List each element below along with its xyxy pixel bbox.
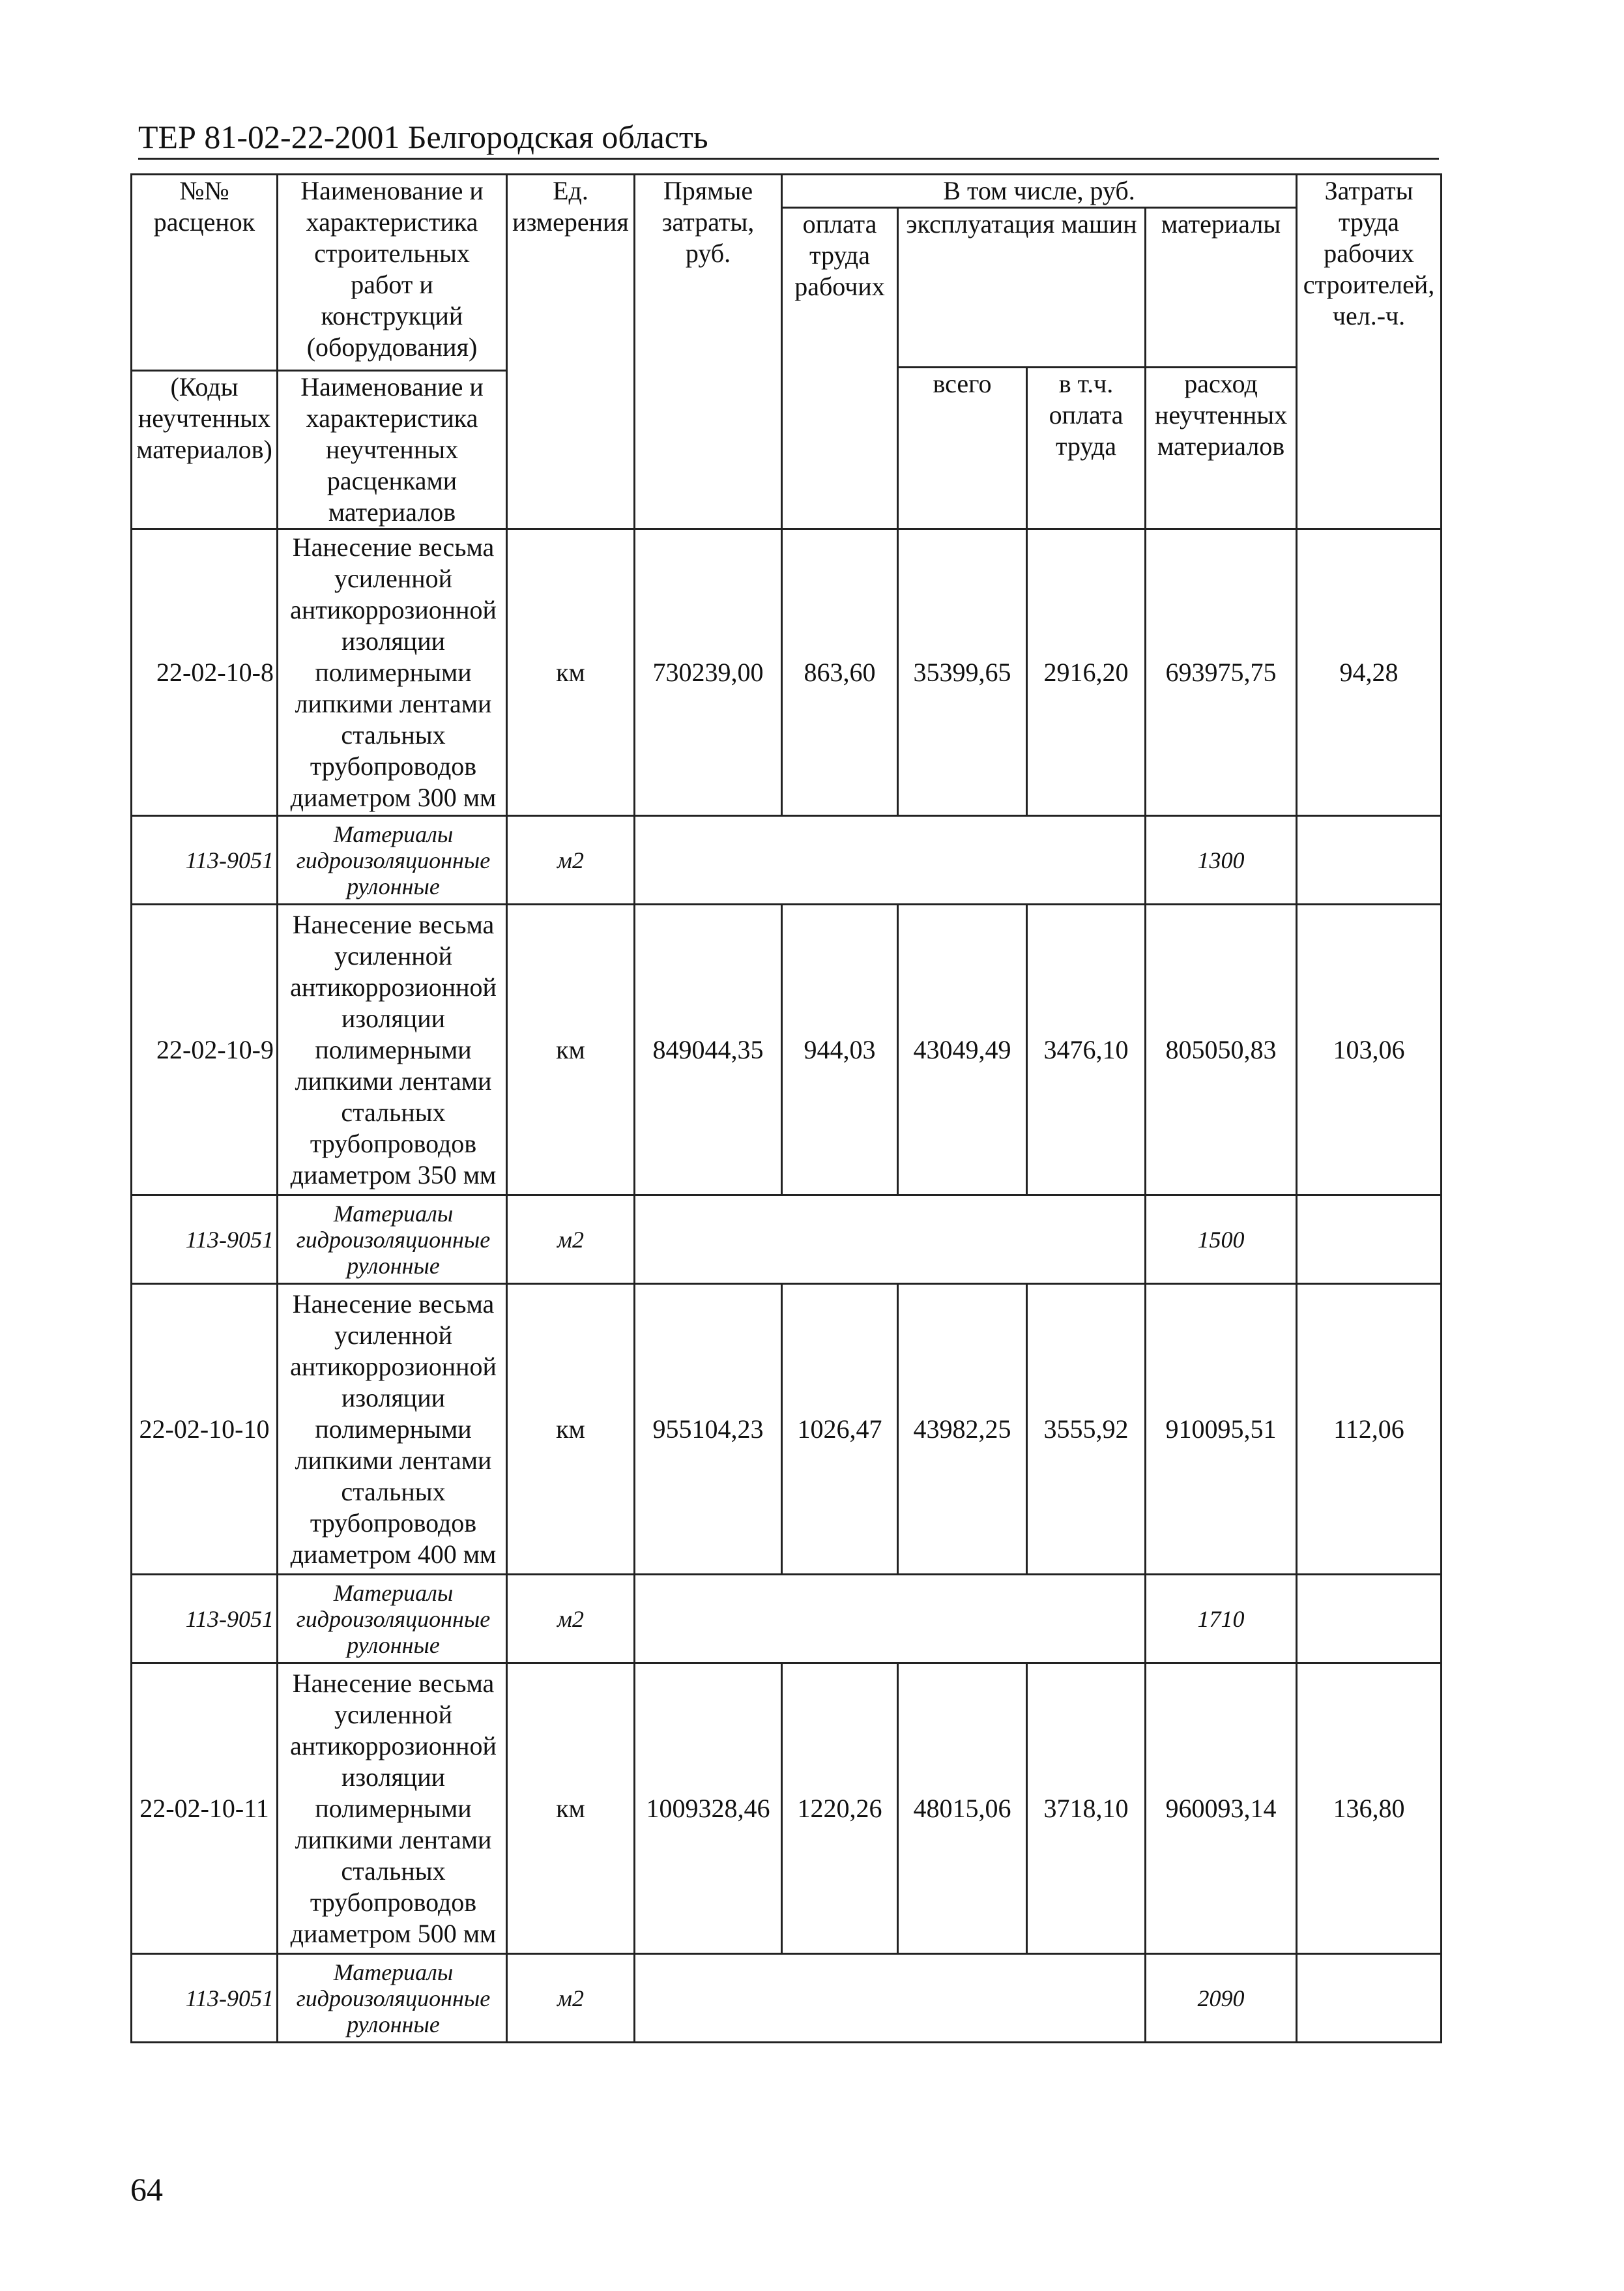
page-header: ТЕР 81-02-22-2001 Белгородская область — [138, 117, 1439, 160]
rate-code: 22-02-10-10 — [132, 1284, 278, 1575]
col-header-rate-no: №№ расценок — [132, 175, 278, 371]
rate-unit: км — [507, 529, 635, 816]
col-header-mat-use: расход неучтенных материалов — [1146, 368, 1297, 529]
rate-name: Нанесение весьма усиленной антикоррозионной изоляции полимерными липкими лентами стальных трубопроводов диаметром 400 мм — [278, 1284, 507, 1575]
material-unit: м2 — [507, 1195, 635, 1284]
labor-cost: 136,80 — [1297, 1663, 1442, 1954]
material-code: 113-9051 — [132, 1954, 278, 2043]
material-name: Материалы гидроизоляционные рулонные — [278, 1195, 507, 1284]
col-header-incl: В том числе, руб. — [782, 175, 1297, 208]
machine-wage-cost: 2916,20 — [1027, 529, 1146, 816]
material-row — [132, 816, 1442, 905]
material-qty: 1500 — [1146, 1195, 1297, 1284]
col-header-name: Наименование и характеристика строительных работ и конструкций (оборудования) — [278, 175, 507, 371]
material-name: Материалы гидроизоляционные рулонные — [278, 1954, 507, 2043]
material-qty: 1300 — [1146, 816, 1297, 905]
labor-cost: 103,06 — [1297, 905, 1442, 1195]
table-row — [132, 1284, 1442, 1575]
direct-cost: 730239,00 — [635, 529, 782, 816]
rate-name: Нанесение весьма усиленной антикоррозионной изоляции полимерными липкими лентами стальных трубопроводов диаметром 500 мм — [278, 1663, 507, 1954]
col-header-mat-name: Наименование и характеристика неучтенных расценками материалов — [278, 371, 507, 529]
materials-cost: 910095,51 — [1146, 1284, 1297, 1575]
materials-cost: 960093,14 — [1146, 1663, 1297, 1954]
rate-name: Нанесение весьма усиленной антикоррозионной изоляции полимерными липкими лентами стальных трубопроводов диаметром 350 мм — [278, 905, 507, 1195]
col-header-materials: материалы — [1146, 208, 1297, 368]
wage-cost: 1220,26 — [782, 1663, 898, 1954]
wage-cost: 863,60 — [782, 529, 898, 816]
rate-code: 22-02-10-9 — [132, 905, 278, 1195]
rate-unit: км — [507, 905, 635, 1195]
rate-code: 22-02-10-11 — [132, 1663, 278, 1954]
material-code: 113-9051 — [132, 1195, 278, 1284]
material-unit: м2 — [507, 1575, 635, 1663]
materials-cost: 693975,75 — [1146, 529, 1297, 816]
material-row — [132, 1195, 1442, 1284]
material-unit: м2 — [507, 1954, 635, 2043]
machines-cost: 43049,49 — [898, 905, 1027, 1195]
wage-cost: 944,03 — [782, 905, 898, 1195]
col-header-direct: Прямые затраты, руб. — [635, 175, 782, 371]
wage-cost: 1026,47 — [782, 1284, 898, 1575]
machines-cost: 48015,06 — [898, 1663, 1027, 1954]
rate-code: 22-02-10-8 — [132, 529, 278, 816]
materials-cost: 805050,83 — [1146, 905, 1297, 1195]
rate-unit: км — [507, 1284, 635, 1575]
col-header-labor: Затраты труда рабочих строителей, чел.-ч. — [1297, 175, 1442, 529]
direct-cost: 955104,23 — [635, 1284, 782, 1575]
page-number: 64 — [130, 2171, 163, 2208]
col-header-unit: Ед. измерения — [507, 175, 635, 371]
table-row — [132, 1663, 1442, 1954]
col-header-machines: эксплуатация машин — [898, 208, 1146, 368]
col-header-incl-wage: в т.ч. оплата труда — [1027, 368, 1146, 529]
material-code: 113-9051 — [132, 816, 278, 905]
machines-cost: 43982,25 — [898, 1284, 1027, 1575]
labor-cost: 94,28 — [1297, 529, 1442, 816]
col-header-wage: оплата труда рабочих — [782, 208, 898, 529]
material-name: Материалы гидроизоляционные рулонные — [278, 1575, 507, 1663]
material-row — [132, 1954, 1442, 2043]
labor-cost: 112,06 — [1297, 1284, 1442, 1575]
machine-wage-cost: 3476,10 — [1027, 905, 1146, 1195]
material-code: 113-9051 — [132, 1575, 278, 1663]
material-row — [132, 1575, 1442, 1663]
table-row — [132, 905, 1442, 1195]
material-qty: 1710 — [1146, 1575, 1297, 1663]
machine-wage-cost: 3555,92 — [1027, 1284, 1146, 1575]
material-name: Материалы гидроизоляционные рулонные — [278, 816, 507, 905]
table-row — [132, 529, 1442, 816]
col-header-codes: (Коды неучтенных материалов) — [132, 371, 278, 529]
direct-cost: 849044,35 — [635, 905, 782, 1195]
rate-name: Нанесение весьма усиленной антикоррозионной изоляции полимерными липкими лентами стальных трубопроводов диаметром 300 мм — [278, 529, 507, 816]
col-header-total: всего — [898, 368, 1027, 529]
material-unit: м2 — [507, 816, 635, 905]
machines-cost: 35399,65 — [898, 529, 1027, 816]
material-qty: 2090 — [1146, 1954, 1297, 2043]
rate-unit: км — [507, 1663, 635, 1954]
direct-cost: 1009328,46 — [635, 1663, 782, 1954]
rates-table — [130, 173, 1442, 2043]
machine-wage-cost: 3718,10 — [1027, 1663, 1146, 1954]
